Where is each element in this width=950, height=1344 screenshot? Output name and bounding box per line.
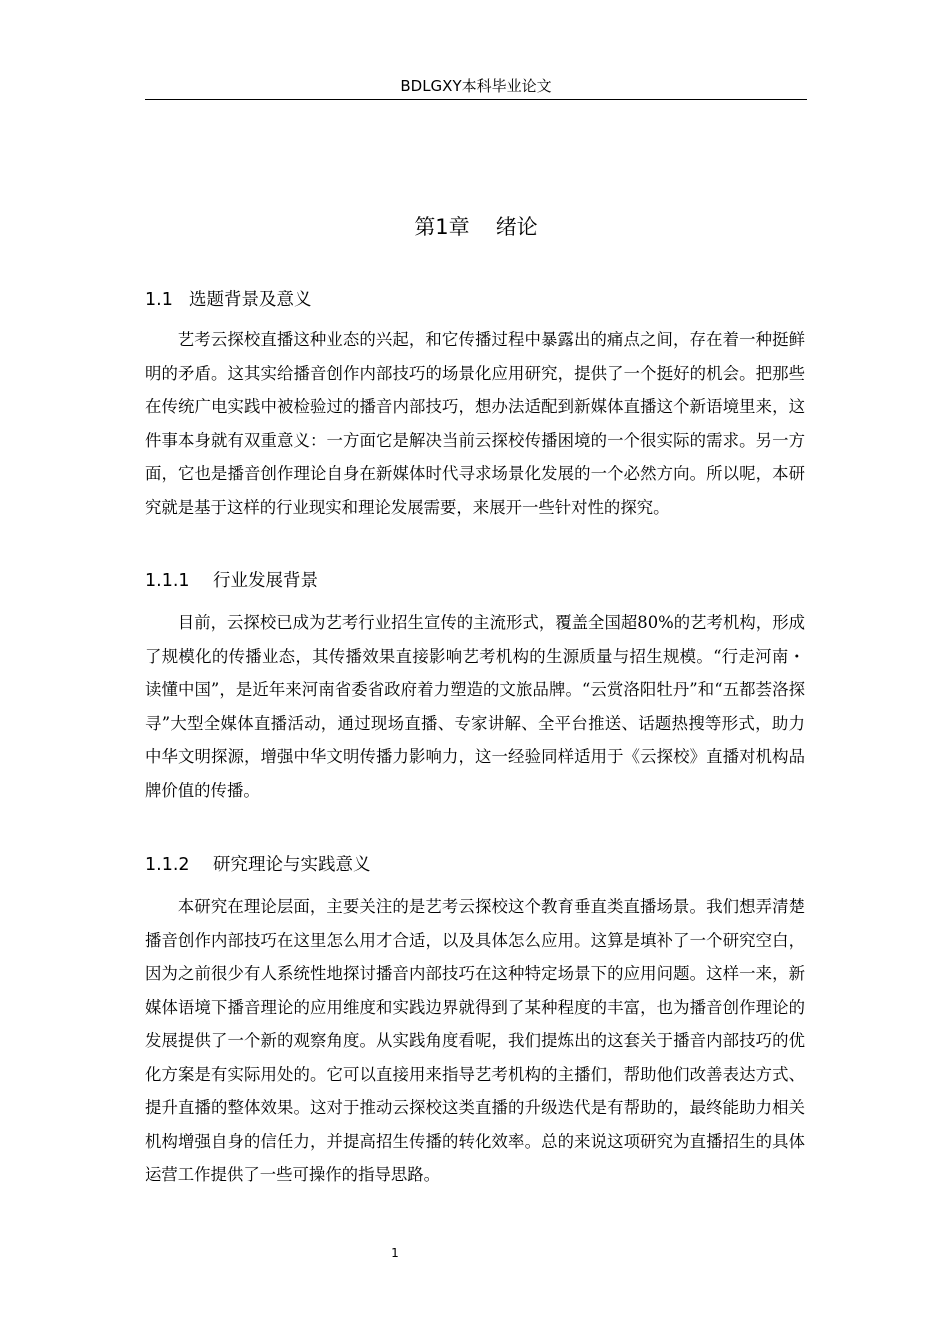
running-header: BDLGXY本科毕业论文: [400, 77, 552, 95]
section-number: 1.1: [145, 290, 173, 310]
body-paragraph-3: 本研究在理论层面，主要关注的是艺考云探校这个教育垂直类直播场景。我们想弄清楚播音创作内部技巧在这里怎么用才合适，以及具体怎么应用。这算是填补了一个研究空白，因为之前很少有人系统性地探讨播音内部技巧在这种特定场景下的应用问题。这样一来，新媒体语境下播音理论的应用维度和实践边界就得到了某种程度的丰富，也为播音创作理论的发展提供了一个新的观察角度。从实践角度看呢，我们提炼出的这套关于播音内部技巧的优化方案是有实际用处的。它可以直接用来指导艺考机构的主播们，帮助他们改善表达方式、提升直播的整体效果。这对于推动云探校这类直播的升级迭代是有帮助的，最终能助力相关机构增强自身的信任力，并提高招生传播的转化效率。总的来说这项研究为直播招生的具体运营工作提供了一些可操作的指导思路。: [145, 897, 805, 1184]
section-title: 行业发展背景: [213, 571, 318, 591]
chapter-name: 绪论: [495, 215, 538, 239]
section-heading-1-1-2: [145, 852, 807, 878]
section-heading-1-1-1: [145, 568, 807, 594]
section-heading-1-1: [145, 287, 807, 313]
section-number: 1.1.1: [145, 571, 190, 591]
section-title: 研究理论与实践意义: [213, 855, 371, 875]
chapter-number: 第1章: [414, 215, 470, 239]
section-title: 选题背景及意义: [189, 290, 312, 310]
header-rule: [145, 99, 807, 100]
body-paragraph-2: 目前，云探校已成为艺考行业招生宣传的主流形式，覆盖全国超80%的艺考机构，形成了规模化的传播业态，其传播效果直接影响艺考机构的生源质量与招生规模。“行走河南・读懂中国”，是近年来河南省委省政府着力塑造的文旅品牌。“云赏洛阳牡丹”和“五都荟洛探寻”大型全媒体直播活动，通过现场直播、专家讲解、全平台推送、话题热搜等形式，助力中华文明探源，增强中华文明传播力影响力，这一经验同样适用于《云探校》直播对机构品牌价值的传播。: [145, 613, 805, 800]
chapter-title: [145, 212, 807, 242]
section-number: 1.1.2: [145, 855, 190, 875]
body-paragraph-1: 艺考云探校直播这种业态的兴起，和它传播过程中暴露出的痛点之间，存在着一种挺鲜明的矛盾。这其实给播音创作内部技巧的场景化应用研究，提供了一个挺好的机会。把那些在传统广电实践中被检验过的播音内部技巧，想办法适配到新媒体直播这个新语境里来，这件事本身就有双重意义：一方面它是解决当前云探校传播困境的一个很实际的需求。另一方面，它也是播音创作理论自身在新媒体时代寻求场景化发展的一个必然方向。所以呢，本研究就是基于这样的行业现实和理论发展需要，来展开一些针对性的探究。: [145, 330, 805, 517]
page-number: 1: [391, 1246, 399, 1260]
